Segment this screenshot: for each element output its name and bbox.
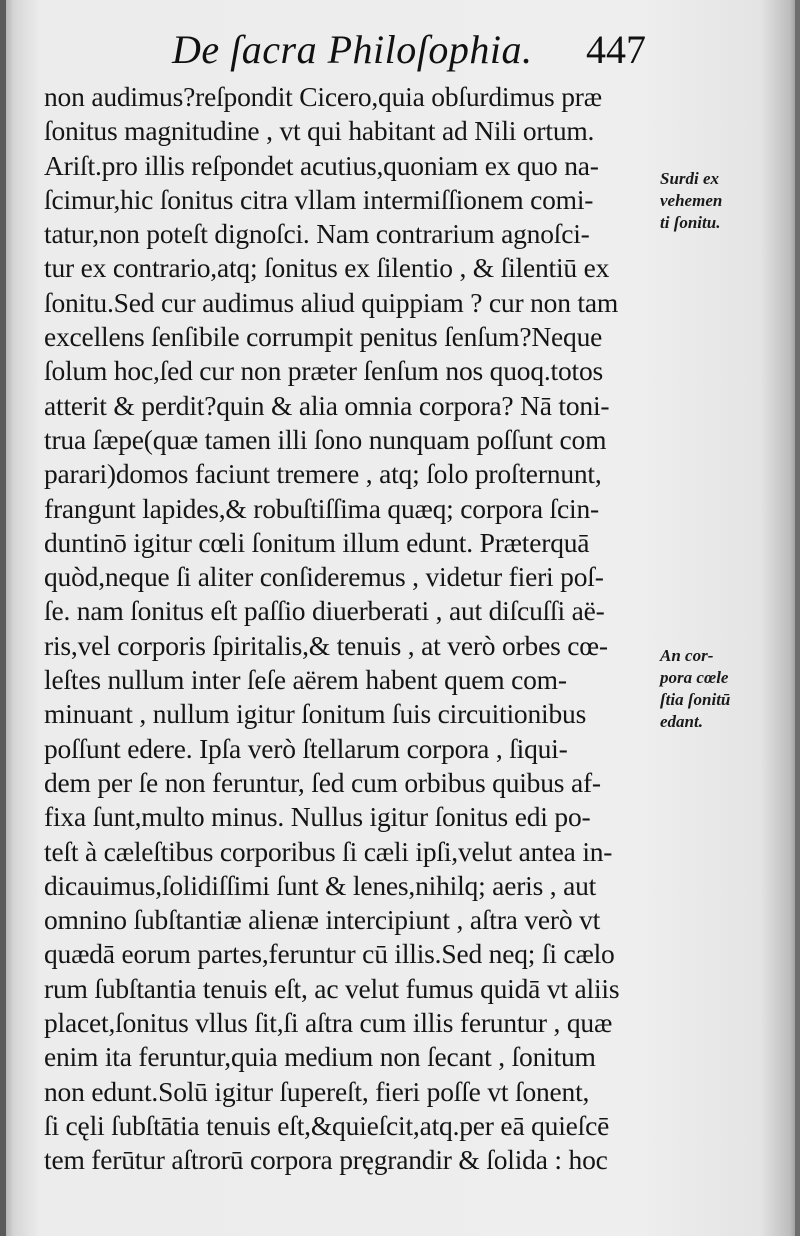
- margin-note-line: ſtia ſonitū: [660, 690, 731, 709]
- text-line: ris,vel corporis ſpiritalis,& tenuis , at verò orbes cœ-: [44, 629, 608, 661]
- body-text: [44, 80, 664, 1178]
- text-line: parari)domos faciunt tremere , atq; ſolo proſternunt,: [44, 458, 602, 490]
- margin-note-line: An cor-: [660, 646, 714, 665]
- text-line: duntinō igitur cœli ſonitum illum edunt. Præterquā: [44, 526, 590, 558]
- margin-note-line: ti ſonitu.: [660, 213, 721, 232]
- text-line: teſt à cæleſtibus corporibus ſi cæli ipſi,velut antea in-: [44, 835, 613, 867]
- text-line: quòd,neque ſi aliter conſideremus , videtur fieri poſ-: [44, 561, 604, 593]
- margin-note-line: Surdi ex: [660, 169, 720, 188]
- page-gutter-shadow: [0, 0, 6, 1236]
- text-line: omnino ſubſtantiæ alienæ intercipiunt , aſtra verò vt: [44, 904, 601, 936]
- text-line: fixa ſunt,multo minus. Nullus igitur ſonitus edi po-: [44, 801, 591, 833]
- text-line: trua ſæpe(quæ tamen illi ſono nunquam poſſunt com: [44, 423, 607, 455]
- text-line: enim ita feruntur,quia medium non ſecant , ſonitum: [44, 1041, 596, 1073]
- text-line: quædā eorum partes,feruntur cū illis.Sed neq; ſi cælo: [44, 938, 615, 970]
- text-line: tem ferūtur aſtrorū corpora pręgrandir & ſolida : hoc: [44, 1144, 608, 1176]
- text-line: tur ex contrario,atq; ſonitus ex ſilentio , & ſilentiū ex: [44, 252, 610, 284]
- margin-note-line: edant.: [660, 712, 703, 731]
- text-line: atterit & perdit?quin & alia omnia corpora? Nā toni-: [44, 389, 610, 421]
- margin-note-line: pora cœle: [660, 668, 729, 687]
- text-line: excellens ſenſibile corrumpit penitus ſenſum?Neque: [44, 321, 603, 353]
- margin-note-line: vehemen: [660, 191, 723, 210]
- page-edge-shadow: [795, 0, 800, 1236]
- page-number: 447: [586, 27, 646, 72]
- text-line: poſſunt edere. Ipſa verò ſtellarum corpora , ſiqui-: [44, 732, 568, 764]
- margin-note-deafness: [660, 168, 722, 234]
- margin-note-celestial-sound: [660, 645, 730, 733]
- text-line: minuant , nullum igitur ſonitum ſuis circuitionibus: [44, 698, 587, 730]
- text-line: dicauimus,ſolidiſſimi ſunt & lenes,nihilq; aeris , aut: [44, 869, 597, 901]
- text-line: leſtes nullum inter ſeſe aërem habent quem com-: [44, 664, 567, 696]
- text-line: placet,ſonitus vllus ſit,ſi aſtra cum illis feruntur , quæ: [44, 1007, 613, 1039]
- text-line: ſonitu.Sed cur audimus aliud quippiam ? cur non tam: [44, 286, 619, 318]
- text-line: Ariſt.pro illis reſpondet acutius,quoniam ex quo na-: [44, 149, 599, 181]
- text-line: frangunt lapides,& robuſtiſſima quæq; corpora ſcin-: [44, 492, 599, 524]
- text-line: ſe. nam ſonitus eſt paſſio diuerberati , aut diſcuſſi aë-: [44, 595, 605, 627]
- text-line: ſonitus magnitudine , vt qui habitant ad Nili ortum.: [44, 115, 595, 147]
- text-line: ſi cęli ſubſtātia tenuis eſt,&quieſcit,atq.per eā quieſcē: [44, 1109, 610, 1141]
- text-line: ſcimur,hic ſonitus citra vllam intermiſſionem comi-: [44, 183, 594, 215]
- text-line: non audimus?reſpondit Cicero,quia obſurdimus præ: [44, 81, 602, 112]
- text-line: tatur,non poteſt dignoſci. Nam contrarium agnoſci-: [44, 218, 590, 250]
- text-line: rum ſubſtantia tenuis eſt, ac velut fumus quidā vt aliis: [44, 972, 620, 1004]
- running-head: De ſacra Philoſophia.: [172, 27, 533, 72]
- text-line: non edunt.Solū igitur ſupereſt, fieri poſſe vt ſonent,: [44, 1075, 590, 1107]
- text-line: dem per ſe non feruntur, ſed cum orbibus quibus af-: [44, 766, 601, 798]
- text-line: ſolum hoc,ſed cur non præter ſenſum nos quoq.totos: [44, 355, 604, 387]
